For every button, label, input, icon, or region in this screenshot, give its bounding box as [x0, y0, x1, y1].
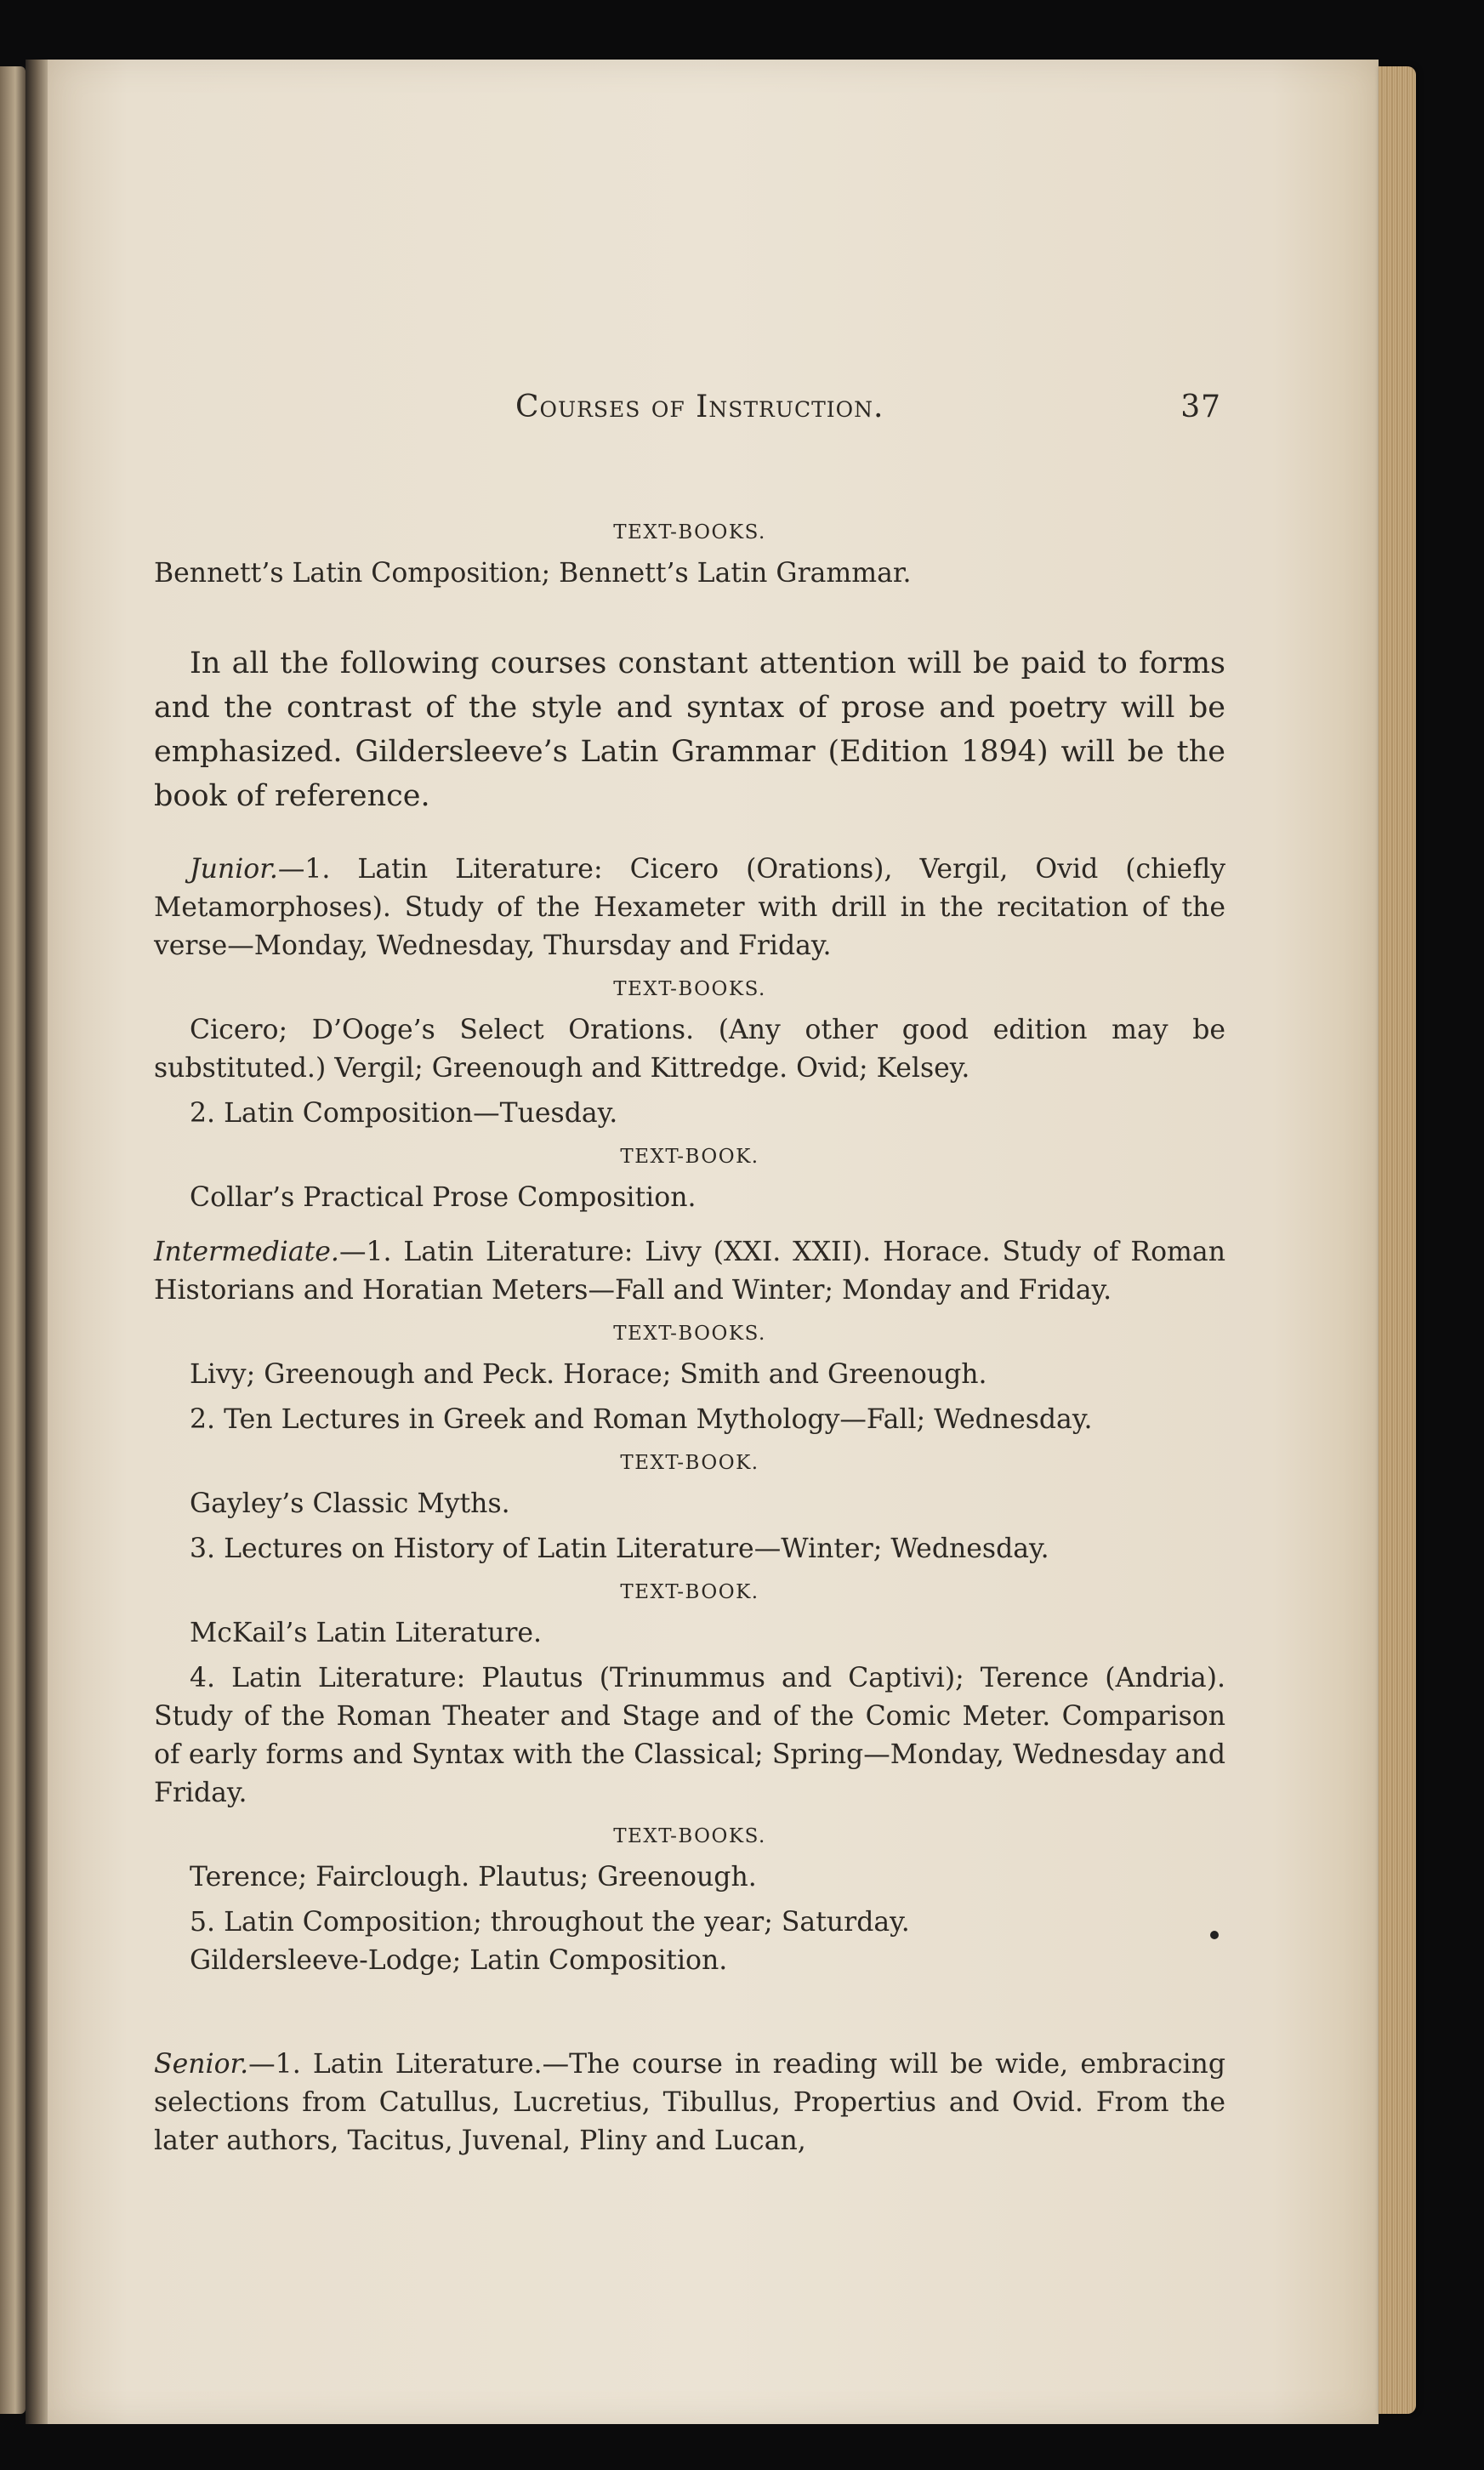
intermediate-course-3: 3. Lectures on History of Latin Literature—Winter; Wednesday.: [190, 1534, 1049, 1564]
junior-books-1: Cicero; D’Ooge’s Select Orations. (Any other good edition may be substituted.) Vergil; Greenough and Kittredge. Ovid; Kelsey.: [154, 1015, 1225, 1084]
page-number: 37: [1180, 390, 1221, 424]
intermediate-section: [154, 1233, 1225, 1980]
senior-course-1-text: —1. Latin Literature.—The course in reading will be wide, embracing selections from Catullus, Lucretius, Tibullus, Propertius and Ovid. From the later authors, Tacitus, Juvenal, Pliny and Lucan,: [154, 2049, 1225, 2156]
intermediate-course-4: 4. Latin Literature: Plautus (Trinummus and Captivi); Terence (Andria). Study of the Roman Theater and Stage and of the Comic Meter. Comparison of early forms and Syntax with the Classical; Spring—Monday, Wednesday and Friday.: [154, 1663, 1225, 1808]
junior-books-2: Collar’s Practical Prose Composition.: [190, 1182, 697, 1213]
senior-label: Senior.: [154, 2049, 249, 2080]
intermediate-caption-3: TEXT-BOOK.: [620, 1581, 759, 1603]
intermediate-course-2: 2. Ten Lectures in Greek and Roman Mythology—Fall; Wednesday.: [190, 1404, 1093, 1435]
intermediate-label: Intermediate.: [154, 1237, 339, 1267]
textbooks-caption: TEXT-BOOKS.: [613, 521, 766, 544]
left-page-edge: [0, 66, 26, 2414]
junior-course-1: [154, 851, 1225, 965]
intermediate-caption-2: TEXT-BOOK.: [620, 1452, 759, 1474]
ink-spot: [1210, 1931, 1219, 1939]
intermediate-books-5: Gildersleeve-Lodge; Latin Composition.: [190, 1945, 728, 1976]
junior-course-2: 2. Latin Composition—Tuesday.: [190, 1098, 618, 1129]
junior-caption-2: TEXT-BOOK.: [620, 1146, 759, 1168]
junior-label: Junior.: [190, 854, 278, 885]
intermediate-caption-4: TEXT-BOOKS.: [613, 1825, 766, 1847]
intermediate-course-5: 5. Latin Composition; throughout the year; Saturday.: [190, 1907, 910, 1938]
intermediate-course-1: [154, 1233, 1225, 1310]
intro-section: [154, 641, 1225, 818]
senior-section: [154, 2046, 1225, 2160]
book-page: [48, 60, 1379, 2424]
page-text: [48, 60, 1379, 2424]
intermediate-books-2: Gayley’s Classic Myths.: [190, 1488, 510, 1519]
textbooks-list: Bennett’s Latin Composition; Bennett’s Latin Grammar.: [154, 558, 912, 589]
intermediate-books-3: McKail’s Latin Literature.: [190, 1618, 543, 1648]
intermediate-caption-1: TEXT-BOOKS.: [613, 1323, 766, 1345]
page-stack-edge: [1379, 66, 1416, 2414]
top-textbooks: [154, 519, 1225, 593]
intro-paragraph: In all the following courses constant attention will be paid to forms and the contrast of the style and syntax of prose and poetry will be emphasized. Gildersleeve’s Latin Grammar (Edition 1894) will be the book of reference.: [154, 646, 1225, 813]
intermediate-course-1-text: —1. Latin Literature: Livy (XXI. XXII). Horace. Study of Roman Historians and Horatian Meters—Fall and Winter; Monday and Friday.: [154, 1237, 1225, 1306]
running-header: [430, 384, 1230, 435]
intermediate-books-1: Livy; Greenough and Peck. Horace; Smith and Greenough.: [190, 1359, 987, 1390]
senior-course-1: [154, 2046, 1225, 2160]
running-title: Courses of Instruction.: [515, 390, 884, 424]
junior-caption-1: TEXT-BOOKS.: [613, 978, 766, 1000]
junior-section: [154, 851, 1225, 1217]
book-gutter: [26, 60, 48, 2424]
intermediate-books-4: Terence; Fairclough. Plautus; Greenough.: [190, 1862, 757, 1892]
junior-course-1-text: —1. Latin Literature: Cicero (Orations), Vergil, Ovid (chiefly Metamorphoses). Study of the Hexameter with drill in the recitation of the verse—Monday, Wednesday, Thursday and Friday.: [154, 854, 1225, 961]
